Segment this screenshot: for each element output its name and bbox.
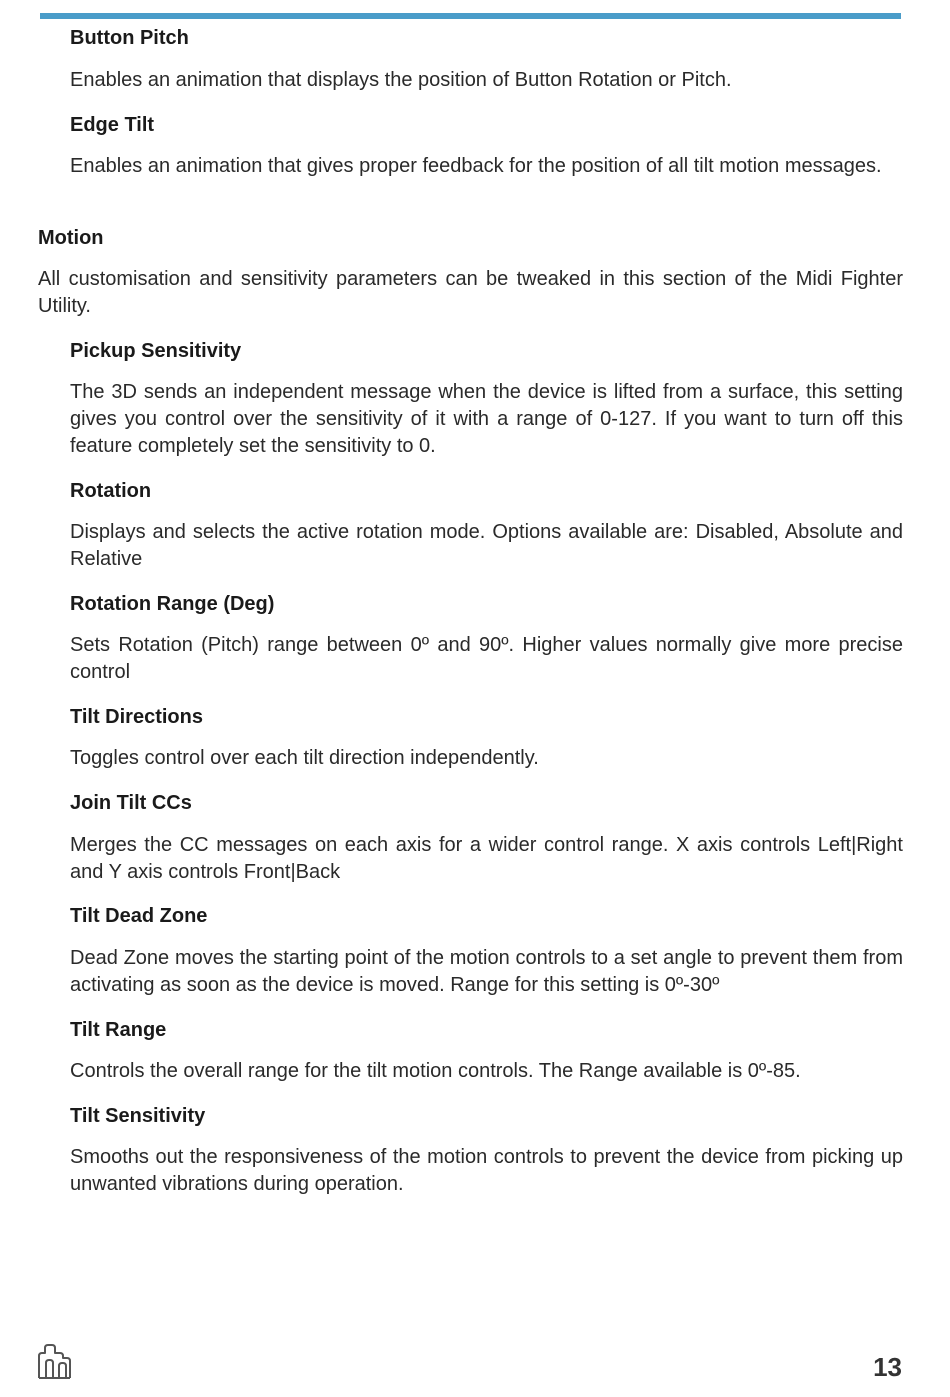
top-rule xyxy=(40,13,901,19)
heading-rotation: Rotation xyxy=(70,480,152,502)
heading-rotation-range: Rotation Range (Deg) xyxy=(70,593,275,615)
body-tilt-range: Controls the overall range for the tilt motion controls. The Range available is 0º-85. xyxy=(70,1060,801,1082)
heading-tilt-dead-zone: Tilt Dead Zone xyxy=(70,905,208,927)
body-pickup-sensitivity: The 3D sends an independent message when the device is lifted from a surface, this setting gives you control over the sensitivity of it with a range of 0-127. If you want to turn off this feature completely set the sensitivity to 0. xyxy=(70,381,903,457)
body-rotation: Displays and selects the active rotation mode. Options available are: Disabled, Absolute and Relative xyxy=(70,521,903,570)
heading-join-tilt-ccs: Join Tilt CCs xyxy=(70,792,192,814)
body-motion: All customisation and sensitivity parameters can be tweaked in this section of the Midi Fighter Utility. xyxy=(38,268,903,317)
heading-button-pitch: Button Pitch xyxy=(70,27,189,49)
body-button-pitch: Enables an animation that displays the position of Button Rotation or Pitch. xyxy=(70,69,732,91)
heading-edge-tilt: Edge Tilt xyxy=(70,114,155,136)
djtt-logo-icon xyxy=(36,1342,72,1380)
heading-tilt-directions: Tilt Directions xyxy=(70,706,203,728)
heading-tilt-sensitivity: Tilt Sensitivity xyxy=(70,1105,206,1127)
body-join-tilt-ccs: Merges the CC messages on each axis for a wider control range. X axis controls Left|Right and Y axis controls Front|Back xyxy=(70,834,903,883)
body-edge-tilt: Enables an animation that gives proper feedback for the position of all tilt motion messages. xyxy=(70,155,882,177)
body-tilt-sensitivity: Smooths out the responsiveness of the motion controls to prevent the device from picking up unwanted vibrations during operation. xyxy=(70,1146,903,1195)
page-number: 13 xyxy=(873,1352,902,1382)
body-rotation-range: Sets Rotation (Pitch) range between 0º and 90º. Higher values normally give more precise control xyxy=(70,634,903,683)
heading-tilt-range: Tilt Range xyxy=(70,1019,167,1041)
heading-motion: Motion xyxy=(38,227,104,249)
body-tilt-directions: Toggles control over each tilt direction independently. xyxy=(70,747,539,769)
body-tilt-dead-zone: Dead Zone moves the starting point of the motion controls to a set angle to prevent them from activating as soon as the device is moved. Range for this setting is 0º-30º xyxy=(70,947,903,996)
heading-pickup-sensitivity: Pickup Sensitivity xyxy=(70,340,242,362)
